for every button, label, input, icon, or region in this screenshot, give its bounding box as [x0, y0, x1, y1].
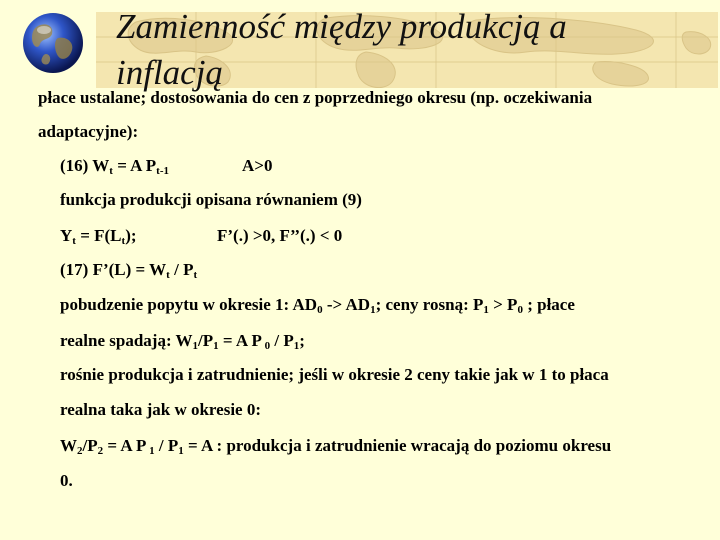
equation-17	[60, 259, 197, 281]
equation-17-lhs: (17) F’(L) = W	[60, 260, 167, 279]
real-wages-line	[60, 330, 305, 352]
demand-text-3: ; ceny rosną: P	[375, 295, 484, 314]
final-text-1: W	[60, 436, 77, 455]
equation-9-y-subscript: t	[72, 235, 76, 247]
demand-subscript-4: 0	[517, 304, 523, 316]
demand-text-5: ; płace	[522, 295, 575, 314]
intro-line-2: adaptacyjne):	[38, 122, 139, 141]
wages-text-5: ;	[299, 331, 305, 350]
wages-subscript-3: 0	[261, 340, 271, 352]
equation-16-lhs-subscript: t	[109, 165, 113, 177]
equation-9-end: );	[125, 226, 137, 245]
demand-subscript-3: 1	[483, 304, 489, 316]
final-subscript-3: 1	[146, 445, 155, 457]
final-text-5: = A : produkcja i zatrudnienie wracają do poziomu okresu	[183, 436, 612, 455]
demand-text-4: > P	[488, 295, 518, 314]
final-equation-line	[60, 435, 611, 457]
equation-17-w-subscript: t	[166, 269, 170, 281]
equation-16-condition: A>0	[242, 156, 273, 175]
demand-subscript-1: 0	[317, 304, 323, 316]
wages-text-1: realne spadają: W	[60, 331, 193, 350]
equation-16-rhs-subscript: t-1	[156, 165, 169, 177]
equation-17-rhs: / P	[169, 260, 194, 279]
final-subscript-1: 2	[77, 445, 83, 457]
production-rise-line: rośnie produkcja i zatrudnienie; jeśli w okresie 2 ceny takie jak w 1 to płaca	[60, 365, 609, 384]
demand-shock-line	[60, 294, 575, 316]
wages-text-2: /P	[198, 331, 214, 350]
slide-title-line-2: inflacją	[116, 53, 223, 92]
wages-text-3: = A P	[218, 331, 262, 350]
wages-subscript-2: 1	[213, 340, 219, 352]
wages-text-4: / P	[270, 331, 294, 350]
final-text-2: /P	[82, 436, 98, 455]
equation-9	[60, 225, 343, 247]
demand-text-2: -> AD	[322, 295, 371, 314]
demand-text-1: pobudzenie popytu w okresie 1: AD	[60, 295, 318, 314]
equation-17-p-subscript: t	[193, 269, 198, 281]
equation-16-rhs: = A P	[112, 156, 157, 175]
final-subscript-4: 1	[178, 445, 184, 457]
production-function-text: funkcja produkcji opisana równaniem (9)	[60, 190, 362, 209]
equation-9-l-subscript: t	[121, 235, 126, 247]
demand-subscript-2: 1	[370, 304, 376, 316]
equation-16-lhs: (16) W	[60, 156, 110, 175]
real-wage-line: realna taka jak w okresie 0:	[60, 400, 262, 419]
final-text-3: = A P	[103, 436, 147, 455]
final-text-4: / P	[154, 436, 179, 455]
intro-line-1: płace ustalane; dostosowania do cen z poprzedniego okresu (np. oczekiwania	[38, 88, 593, 107]
final-subscript-2: 2	[97, 445, 104, 457]
final-period-zero: 0.	[60, 471, 73, 490]
wages-subscript-4: 1	[293, 340, 300, 352]
slide-title-line-1: Zamienność między produkcją a	[116, 7, 567, 46]
equation-16	[60, 155, 273, 177]
wages-subscript-1: 1	[192, 340, 199, 352]
equation-9-mid: = F(L	[75, 226, 122, 245]
equation-9-derivatives: F’(.) >0, F’’(.) < 0	[217, 226, 343, 245]
equation-9-y: Y	[60, 226, 73, 245]
